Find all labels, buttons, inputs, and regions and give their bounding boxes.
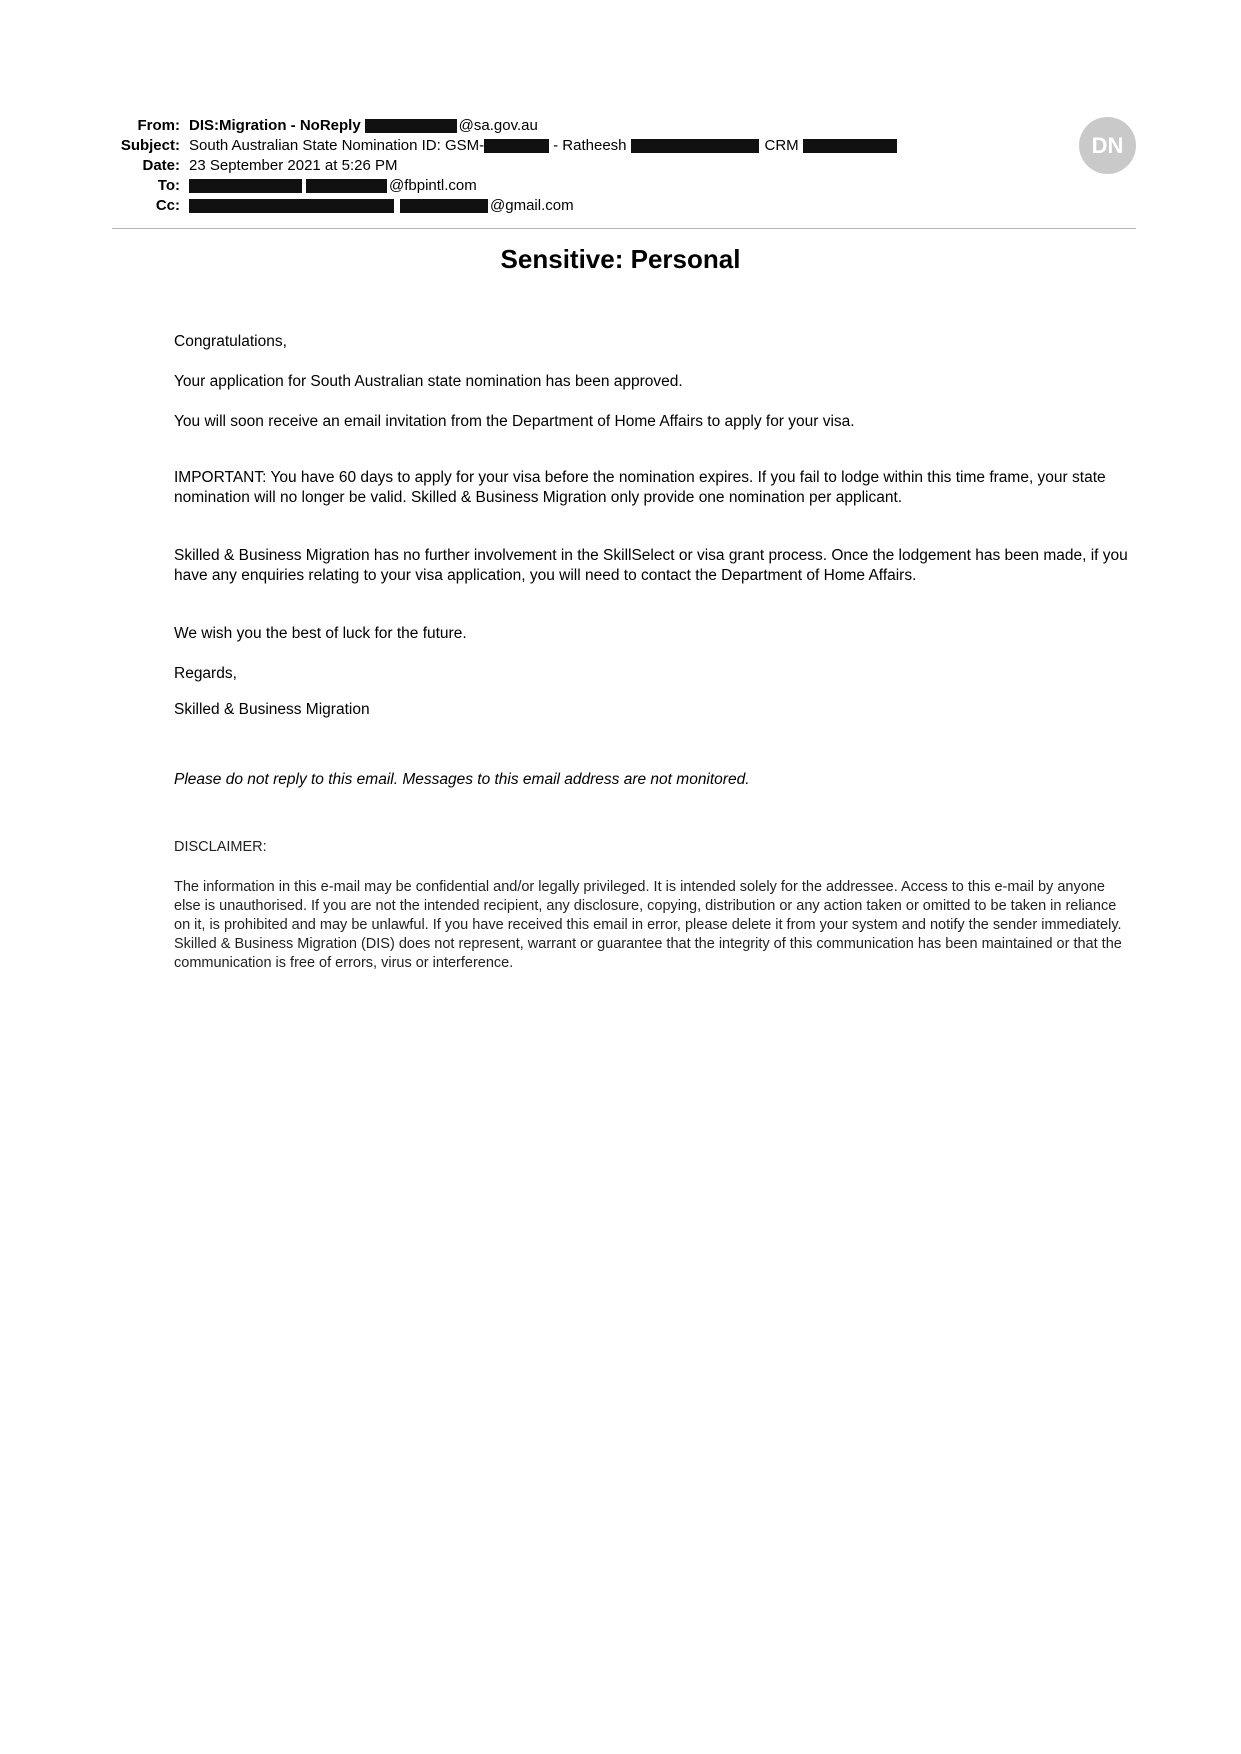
invitation-paragraph: You will soon receive an email invitation from the Department of Home Affairs to apply for your visa.	[174, 413, 855, 430]
to-row	[0, 176, 1241, 196]
involvement-paragraph: Skilled & Business Migration has no further involvement in the SkillSelect or visa grant process. Once the lodgement has been made, if you have any enquiries relating to your visa application, you will need to contact the Department of Home Affairs.	[174, 547, 1128, 584]
redacted-block	[306, 179, 387, 193]
date-label: Date:	[142, 157, 180, 174]
subject-crm: CRM	[764, 137, 799, 154]
date-row	[0, 156, 1241, 176]
sender-domain: @sa.gov.au	[458, 117, 538, 134]
redacted-block	[484, 139, 549, 153]
approval-paragraph: Your application for South Australian state nomination has been approved.	[174, 373, 683, 390]
signature: Skilled & Business Migration	[174, 701, 370, 718]
sender-avatar: DN	[1079, 117, 1136, 174]
to-label: To:	[157, 177, 180, 194]
subject-label: Subject:	[120, 137, 180, 154]
no-reply-note: Please do not reply to this email. Messages to this email address are not monitored.	[174, 771, 750, 788]
redacted-block	[803, 139, 897, 153]
subject-name: - Ratheesh	[553, 137, 627, 154]
from-label: From:	[137, 117, 180, 134]
redacted-block	[631, 139, 759, 153]
page-title: Sensitive: Personal	[500, 244, 741, 274]
wish-paragraph: We wish you the best of luck for the future.	[174, 625, 467, 642]
to-domain: @fbpintl.com	[389, 177, 477, 194]
redacted-block	[365, 119, 457, 133]
redacted-block	[189, 199, 394, 213]
sender-name: DIS:Migration - NoReply	[189, 117, 361, 134]
disclaimer-title: DISCLAIMER:	[174, 839, 267, 855]
subject-prefix: South Australian State Nomination ID: GSM-	[189, 137, 485, 154]
cc-label: Cc:	[155, 197, 180, 214]
subject-row	[0, 136, 1241, 156]
greeting: Congratulations,	[174, 333, 287, 350]
disclaimer-text: The information in this e-mail may be confidential and/or legally privileged. It is intended solely for the addressee. Access to this e-mail by anyone else is unauthorised. If you are not the intended recipient, any disclosure, copying, distribution or any action taken or omitted to be taken in reliance on it, is prohibited and may be unlawful. If you have received this email in error, please delete it from your system and notify the sender immediately. Skilled & Business Migration (DIS) does not represent, warrant or guarantee that the integrity of this communication has been maintained or that the communication is free of errors, virus or interference.	[174, 879, 1122, 971]
header-divider	[112, 228, 1136, 229]
from-row	[0, 116, 1241, 136]
redacted-block	[400, 199, 488, 213]
cc-row	[0, 196, 1241, 216]
regards: Regards,	[174, 665, 237, 682]
cc-domain: @gmail.com	[490, 197, 574, 214]
important-paragraph: IMPORTANT: You have 60 days to apply for your visa before the nomination expires. If you fail to lodge within this time frame, your state nomination will no longer be valid. Skilled & Business Migration only provide one nomination per applicant.	[174, 469, 1106, 506]
date-value: 23 September 2021 at 5:26 PM	[189, 157, 398, 174]
redacted-block	[189, 179, 302, 193]
